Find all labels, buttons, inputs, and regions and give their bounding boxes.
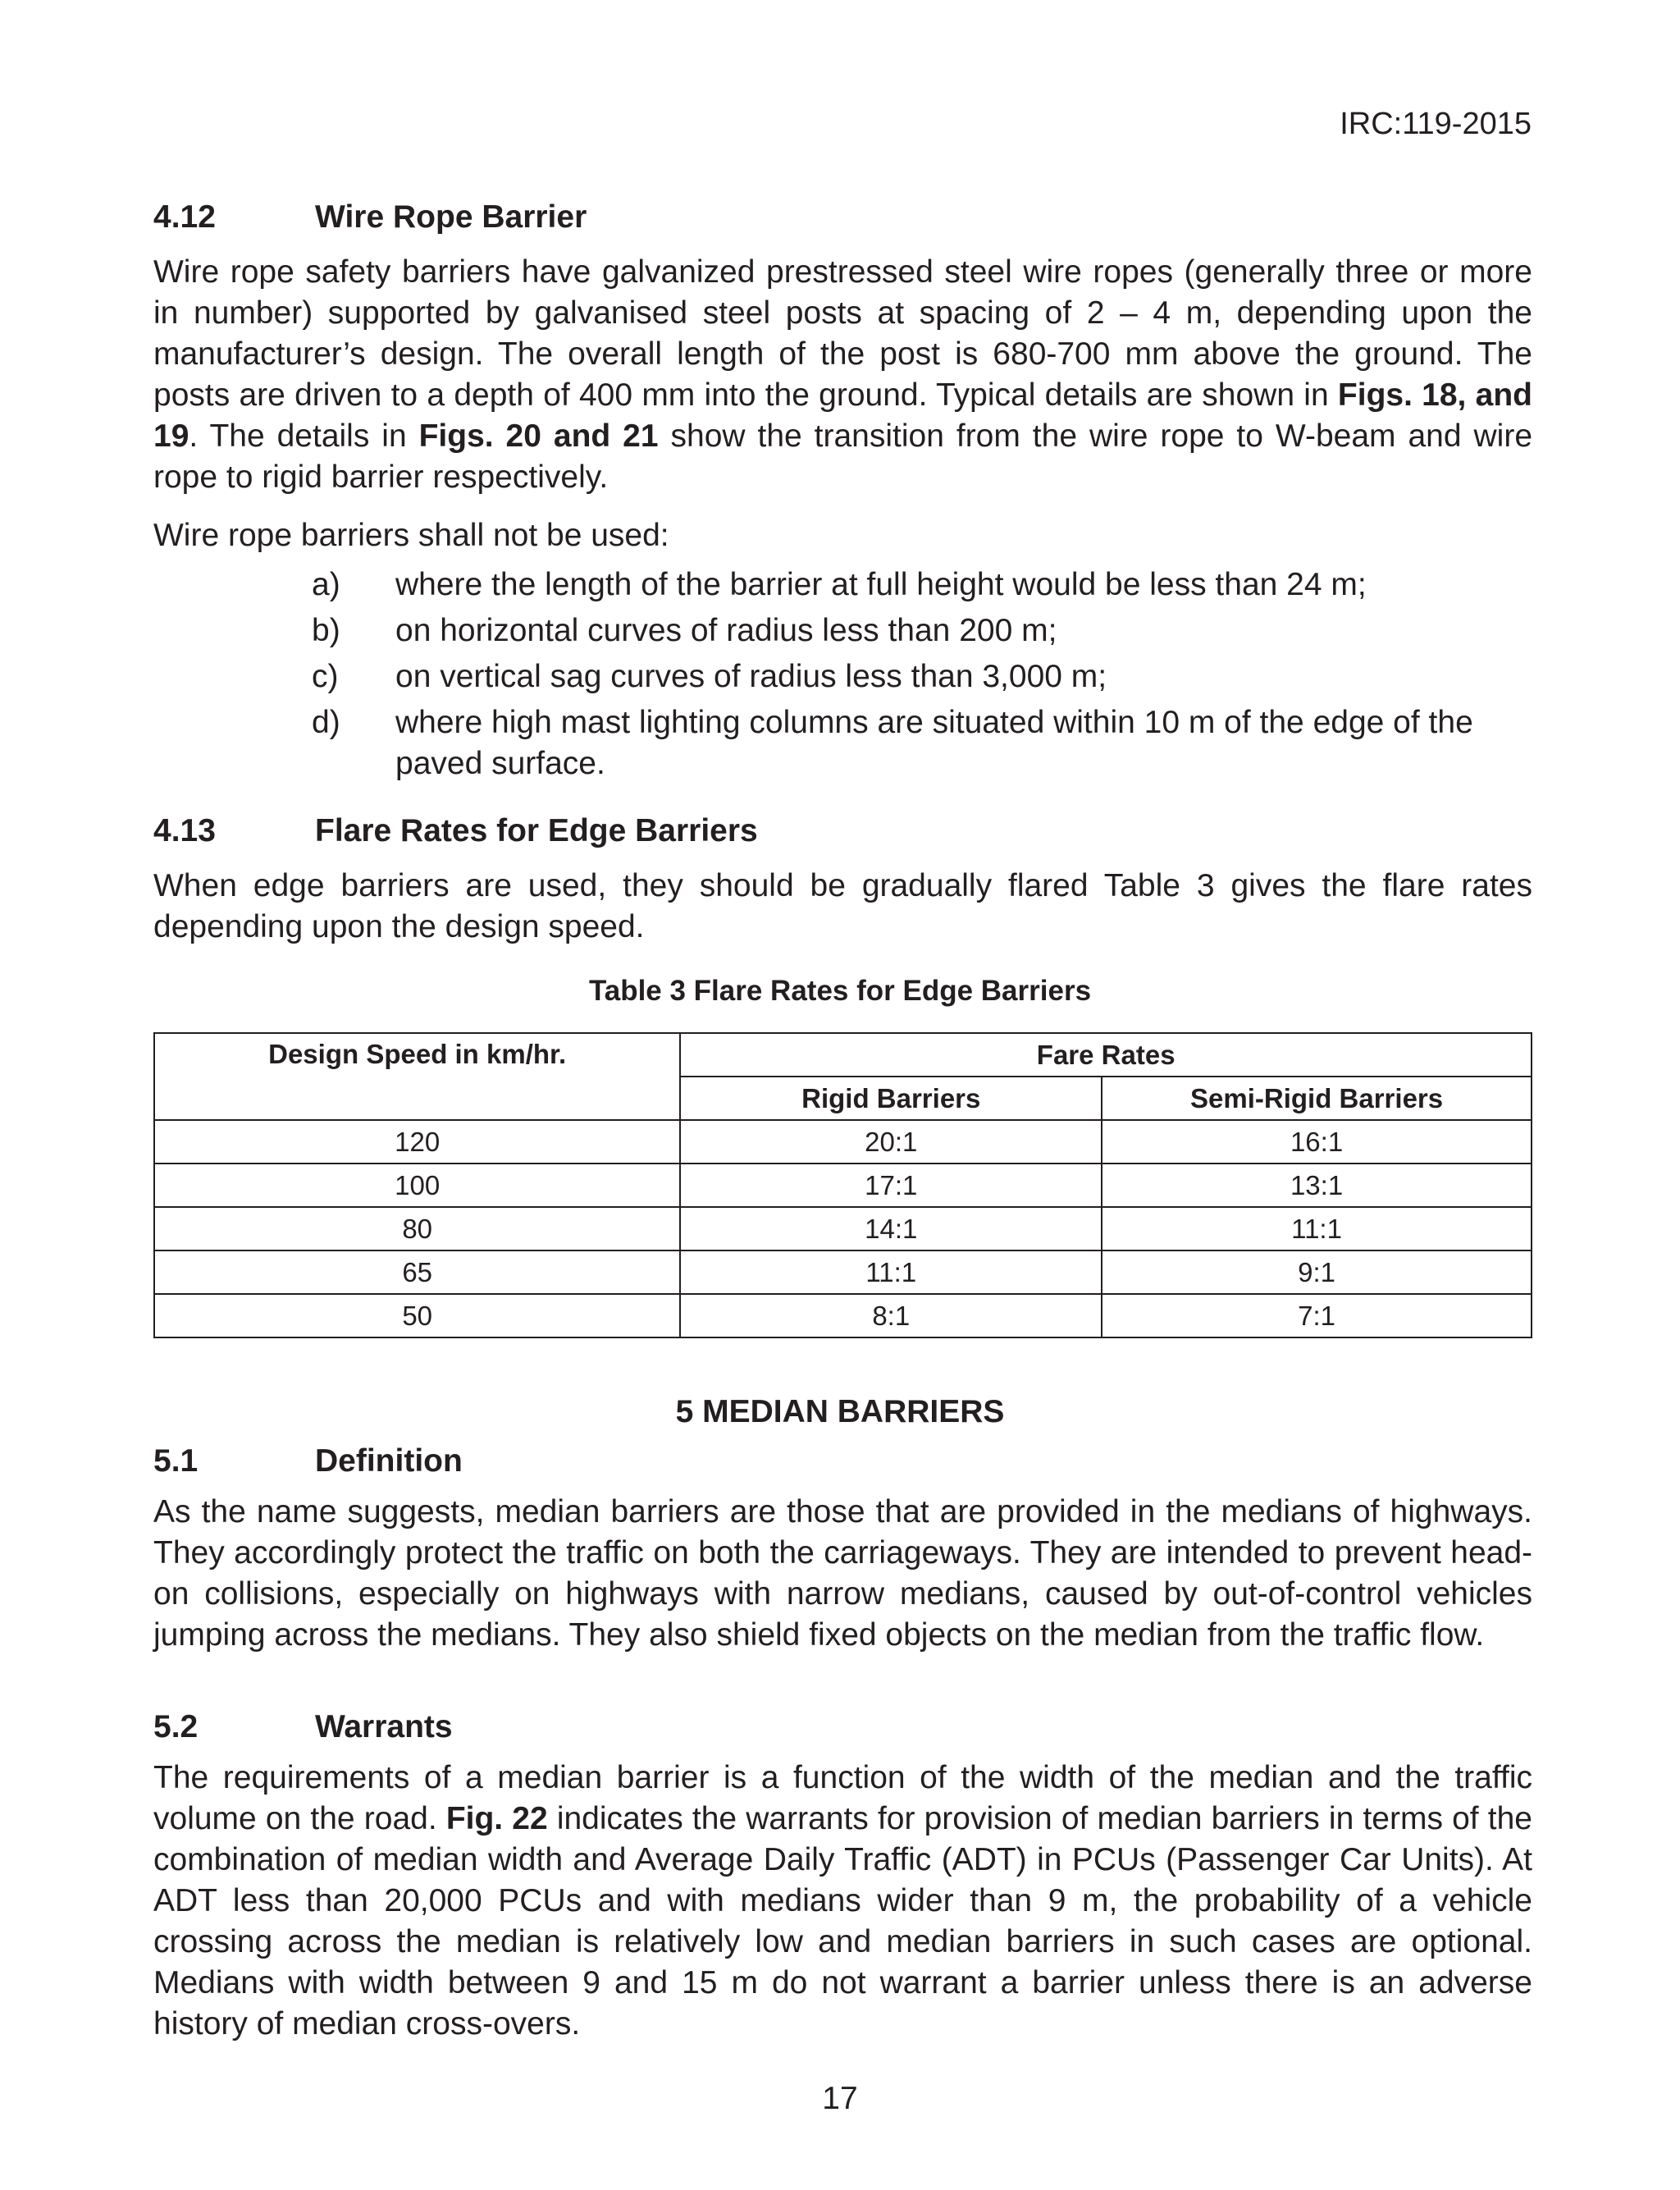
table-row: 50 8:1 7:1 <box>154 1294 1532 1337</box>
restriction-list <box>312 565 1532 789</box>
column-header: Semi-Rigid Barriers <box>1102 1077 1532 1120</box>
page-number: 17 <box>822 2081 858 2116</box>
column-group-header: Fare Rates <box>680 1033 1532 1077</box>
chapter-heading: 5 MEDIAN BARRIERS <box>675 1394 1005 1429</box>
section-number: 4.12 <box>153 199 216 235</box>
document-id: IRC:119-2015 <box>1340 107 1532 141</box>
list-item: a) where the length of the barrier at full height would be less than 24 m; <box>312 567 1367 602</box>
section-title: Definition <box>315 1443 463 1479</box>
figure-reference: Fig. 22 <box>445 1801 548 1836</box>
table-row: 80 14:1 11:1 <box>154 1207 1532 1250</box>
column-header: Rigid Barriers <box>680 1077 1102 1120</box>
table-row: 65 11:1 9:1 <box>154 1250 1532 1294</box>
section-5-1-paragraph: As the name suggests, median barriers are those that are provided in the medians of highways. They accordingly protect the traffic on both the carriageways. They are intended to prevent head-on collisions, especially on highways with narrow medians, caused by out-of-control vehicles jumping across the medians. They also shield fixed objects on the median from the traffic flow. <box>153 1494 1532 1653</box>
list-item: c) on vertical sag curves of radius less than 3,000 m; <box>312 659 1107 694</box>
section-title: Flare Rates for Edge Barriers <box>315 813 758 848</box>
section-5-2-paragraph: The requirements of a median barrier is a function of the width of the median and the traffic volume on the road. Fig. 22 indicates the warrants for provision of median barriers in terms of the combination of median width and Average Daily Traffic (ADT) in PCUs (Passenger Car Units). At ADT less than 20,000 PCUs and with medians wider than 9 m, the probability of a vehicle crossing across the median is relatively low and median barriers in such cases are optional. Medians with width between 9 and 15 m do not warrant a barrier unless there is an adverse history of median cross-overs. <box>153 1760 1532 2041</box>
column-header: Design Speed in km/hr. <box>154 1033 680 1120</box>
section-title: Wire Rope Barrier <box>315 199 587 235</box>
list-item: b) on horizontal curves of radius less than 200 m; <box>312 613 1057 648</box>
table-title: Table 3 Flare Rates for Edge Barriers <box>588 975 1092 1007</box>
table-row: 100 17:1 13:1 <box>154 1164 1532 1207</box>
section-number: 5.2 <box>153 1709 199 1744</box>
section-title: Warrants <box>315 1709 453 1744</box>
section-4-12-list-intro: Wire rope barriers shall not be used: <box>153 518 669 553</box>
section-4-13-paragraph: When edge barriers are used, they should be gradually flared Table 3 gives the flare rates depending upon the design speed. <box>153 868 1532 944</box>
flare-rates-table <box>153 1032 1532 1338</box>
section-5-2-heading <box>153 1709 453 1745</box>
figure-reference: Figs. 18, and 19 <box>153 377 1532 454</box>
section-4-12-heading <box>153 199 587 235</box>
section-5-1-heading <box>153 1443 463 1479</box>
list-item: d) where high mast lighting columns are situated within 10 m of the edge of the paved surface. <box>312 705 1473 781</box>
section-4-13-heading <box>153 813 758 849</box>
section-number: 5.1 <box>153 1443 199 1479</box>
figure-reference: Figs. 20 and 21 <box>418 418 659 454</box>
section-number: 4.13 <box>153 813 216 848</box>
section-4-12-paragraph: Wire rope safety barriers have galvanized prestressed steel wire ropes (generally three or more in number) supported by galvanised steel posts at spacing of 2 – 4 m, depending upon the manufacturer’s design. The overall length of the post is 680-700 mm above the ground. The posts are driven to a depth of 400 mm into the ground. Typical details are shown in Figs. 18, and 19. The details in Figs. 20 and 21 show the transition from the wire rope to W-beam and wire rope to rigid barrier respectively. <box>153 254 1533 495</box>
table-row: 120 20:1 16:1 <box>154 1120 1532 1164</box>
